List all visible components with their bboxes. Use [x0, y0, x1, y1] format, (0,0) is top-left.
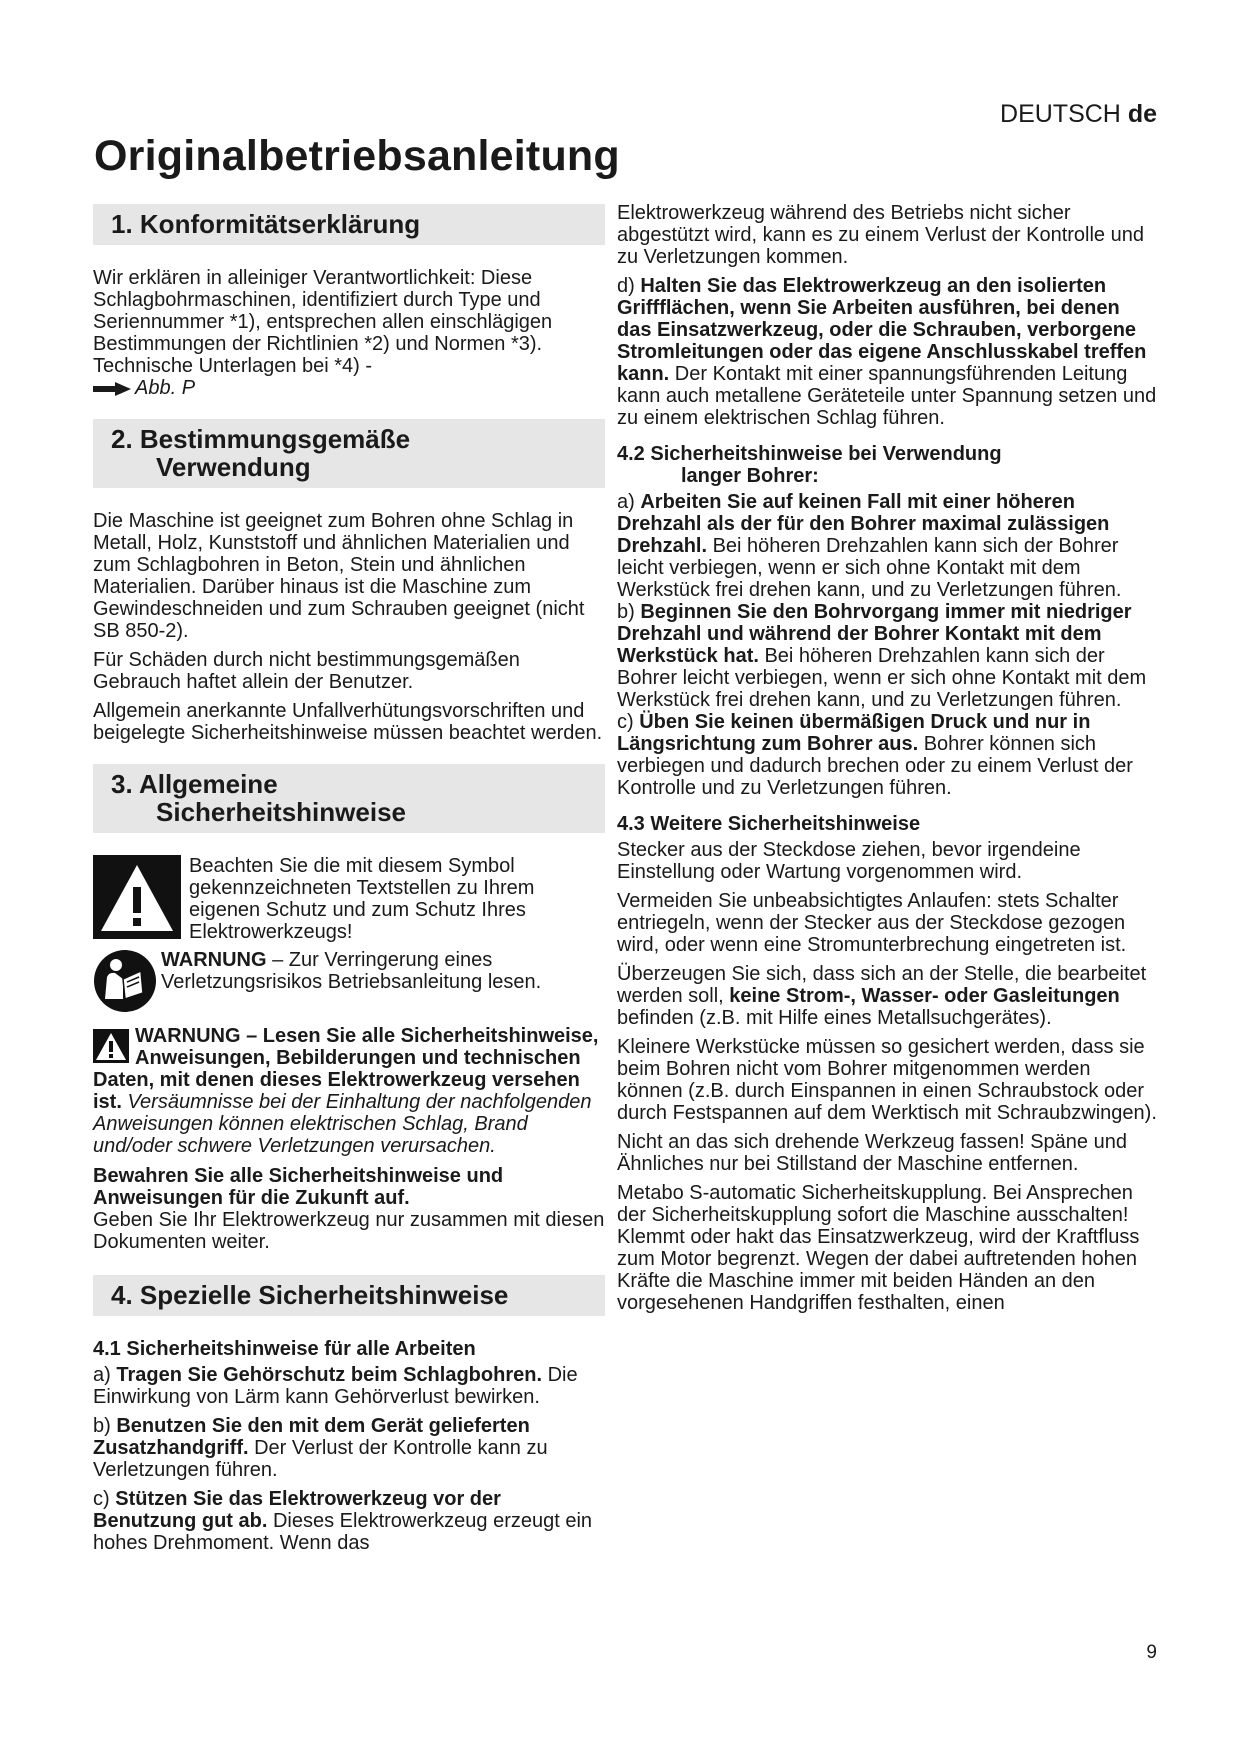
subsection-4-1: 4.1 Sicherheitshinweise für alle Arbeiten: [93, 1338, 476, 1360]
item-label: a): [93, 1364, 111, 1386]
conformity-text: Wir erklären in alleiniger Verantwortlichkeit: Diese Schlagbohrmaschinen, identifiziert durch Type und Seriennummer *1), entsprechen allen einschlägigen Bestimmungen der Richtlinien *2) und Normen *3). Technische Unterlagen bei *4) -: [93, 267, 553, 377]
keep-instructions-bold: Bewahren Sie alle Sicherheitshinweise und Anweisungen für die Zukunft auf.: [93, 1165, 504, 1209]
intended-use-text: Die Maschine ist geeignet zum Bohren ohne Schlag in Metall, Holz, Kunststoff und ähnlichen Materialien und zum Schlagbohren in Beton, Stein und ähnlichen Materialien. Darüber hinaus ist die Maschine zum Gewindeschneiden und zum Schrauben geeignet (nicht SB 850-2).: [93, 510, 585, 642]
item-text: Der Verlust der Kontrolle kann zu Verletzungen führen.: [93, 1437, 548, 1481]
right-column: [617, 202, 1157, 1321]
item-label: c): [93, 1488, 110, 1510]
item-bold: Arbeiten Sie auf keinen Fall mit einer höheren Drehzahl als der für den Bohrer maximal zulässigen Drehzahl.: [617, 491, 1110, 557]
item-4-1-d: [617, 275, 1157, 429]
item-4-1-c: [93, 1488, 605, 1554]
item-bold: Halten Sie das Elektrowerkzeug an den isolierten Griffflächen, wenn Sie Arbeiten ausführen, bei denen das Einsatzwerkzeug, oder die Schrauben, verborgene Stromleitungen oder das eigene Anschlusskabel treffen kann.: [617, 275, 1147, 385]
avoid-start-text: Vermeiden Sie unbeabsichtigtes Anlaufen: stets Schalter entriegeln, wenn der Stecker aus der Steckdose gezogen wird, oder wenn eine Stromunterbrechung eingetreten ist.: [617, 890, 1127, 956]
subsection-4-3: 4.3 Weitere Sicherheitshinweise: [617, 813, 921, 835]
item-4-1-a: [93, 1364, 605, 1408]
document-title: Originalbetriebsanleitung: [94, 132, 620, 180]
language-code: de: [1127, 100, 1157, 128]
check-lines-text: [617, 963, 1157, 1029]
symbol-note-text: Beachten Sie die mit diesem Symbol gekennzeichneten Textstellen zu Ihrem eigenen Schutz und zum Schutz Ihres Elektrowerkzeugs!: [189, 855, 535, 943]
item-bold: Benutzen Sie den mit dem Gerät gelieferten Zusatzhandgriff.: [93, 1415, 530, 1459]
section-heading-1: 1. Konformitätserklärung: [93, 204, 605, 245]
check-lines-bold: keine Strom-, Wasser- oder Gasleitungen: [729, 985, 1120, 1007]
language-indicator: [1000, 100, 1157, 129]
liability-text: Für Schäden durch nicht bestimmungsgemäßen Gebrauch haftet allein der Benutzer.: [93, 649, 520, 693]
item-label: b): [93, 1415, 111, 1437]
unplug-text: Stecker aus der Steckdose ziehen, bevor irgendeine Einstellung oder Wartung vorgenommen wird.: [617, 839, 1081, 883]
page-number: 9: [1146, 1642, 1157, 1663]
manual-warning-body: – Zur Verringerung eines Verletzungsrisikos Betriebsanleitung lesen.: [161, 949, 542, 993]
item-4-2-c: [617, 711, 1157, 799]
warning-triangle-icon: [93, 855, 181, 939]
section-heading-2: [93, 419, 605, 488]
item-bold: Beginnen Sie den Bohrvorgang immer mit niedriger Drehzahl und während der Bohrer Kontakt mit dem Werkstück hat.: [617, 601, 1132, 667]
section-2-title-line1: 2. Bestimmungsgemäße: [111, 424, 411, 454]
item-label: d): [617, 275, 635, 297]
item-4-1-c-continued: Elektrowerkzeug während des Betriebs nicht sicher abgestützt wird, kann es zu einem Verlust der Kontrolle und zu Verletzungen kommen.: [617, 202, 1144, 268]
item-text: Der Kontakt mit einer spannungsführenden Leitung kann auch metallene Geräteteile unter Spannung setzen und zu einem elektrischen Schlag führen.: [617, 363, 1157, 429]
left-column: [93, 204, 605, 1561]
general-warning-bold: WARNUNG – Lesen Sie alle Sicherheitshinweise, Anweisungen, Bebilderungen und technischen Daten, mit denen dieses Elektrowerkzeug versehen ist.: [93, 1025, 599, 1113]
warning-triangle-small-icon: [93, 1029, 129, 1063]
item-text: Bei höheren Drehzahlen kann sich der Bohrer leicht verbiegen, wenn er sich ohne Kontakt mit dem Werkstück frei drehen kann, und zu Verletzungen führen.: [617, 645, 1147, 711]
figure-reference: Abb. P: [135, 377, 196, 399]
item-text: Bohrer können sich verbiegen und dadurch brechen oder zu einem Verlust der Kontrolle und zu Verletzungen führen.: [617, 733, 1133, 799]
item-label: c): [617, 711, 634, 733]
item-text: Bei höheren Drehzahlen kann sich der Bohrer leicht verbiegen, wenn er sich ohne Kontakt mit dem Werkstück frei drehen kann, und zu Verletzungen führen.: [617, 535, 1122, 601]
warning-label: WARNUNG: [161, 949, 267, 971]
item-text: Dieses Elektrowerkzeug erzeugt ein hohes Drehmoment. Wenn das: [93, 1510, 593, 1554]
section-1-text: [93, 267, 605, 399]
language-text: DEUTSCH: [1000, 100, 1121, 128]
accident-prevention-text: Allgemein anerkannte Unfallverhütungsvorschriften und beigelegte Sicherheitshinweise müssen beachtet werden.: [93, 700, 603, 744]
item-text: Die Einwirkung von Lärm kann Gehörverlust bewirken.: [93, 1364, 578, 1408]
section-3-title-line2: Sicherheitshinweise: [156, 797, 406, 827]
general-warning: [93, 1025, 605, 1157]
item-bold: Stützen Sie das Elektrowerkzeug vor der Benutzung gut ab.: [93, 1488, 501, 1532]
section-heading-4: 4. Spezielle Sicherheitshinweise: [93, 1275, 605, 1316]
item-4-1-b: [93, 1415, 605, 1481]
section-heading-3: [93, 764, 605, 833]
read-manual-icon: [93, 949, 157, 1013]
subsection-4-2: [617, 443, 1157, 487]
symbol-note: [93, 855, 605, 943]
check-lines-part2: befinden (z.B. mit Hilfe eines Metallsuchgerätes).: [617, 1007, 1052, 1029]
item-4-2-a: [617, 491, 1157, 601]
item-bold: Üben Sie keinen übermäßigen Druck und nur in Längsrichtung zum Bohrer aus.: [617, 711, 1091, 755]
item-bold: Tragen Sie Gehörschutz beim Schlagbohren.: [116, 1364, 543, 1386]
check-lines-part1: Überzeugen Sie sich, dass sich an der Stelle, die bearbeitet werden soll,: [617, 963, 1147, 1007]
subsection-4-2-line2: langer Bohrer:: [681, 465, 819, 487]
rotating-tool-text: Nicht an das sich drehende Werkzeug fassen! Späne und Ähnliches nur bei Stillstand der Maschine entfernen.: [617, 1131, 1127, 1175]
section-2-title-line2: Verwendung: [156, 452, 311, 482]
general-warning-italic: Versäumnisse bei der Einhaltung der nachfolgenden Anweisungen können elektrischen Schlag, Brand und/oder schwere Verletzungen verursachen.: [93, 1091, 592, 1157]
secure-workpiece-text: Kleinere Werkstücke müssen so gesichert werden, dass sie beim Bohren nicht vom Bohrer mitgenommen werden können (z.B. durch Einspannen in einen Schraubstock oder durch Festspannen auf dem Werktisch mit Schraubzwingen).: [617, 1036, 1157, 1124]
clutch-text: Metabo S-automatic Sicherheitskupplung. Bei Ansprechen der Sicherheitskupplung sofort die Maschine ausschalten! Klemmt oder hakt das Einsatzwerkzeug, wird der Kraftfluss zum Motor begrenzt. Wegen der dabei auftretenden hohen Kräfte die Maschine immer mit beiden Händen an den vorgesehenen Handgriffen festhalten, einen: [617, 1182, 1140, 1314]
keep-instructions-text: Geben Sie Ihr Elektrowerkzeug nur zusammen mit diesen Dokumenten weiter.: [93, 1209, 605, 1253]
item-4-2-b: [617, 601, 1157, 711]
subsection-4-2-line1: 4.2 Sicherheitshinweise bei Verwendung: [617, 443, 1002, 465]
manual-warning-text: [161, 949, 605, 993]
keep-instructions: [93, 1165, 605, 1253]
item-label: b): [617, 601, 635, 623]
section-3-title-line1: 3. Allgemeine: [111, 769, 278, 799]
item-label: a): [617, 491, 635, 513]
manual-warning: [93, 949, 605, 1013]
arrow-right-icon: [93, 382, 131, 396]
